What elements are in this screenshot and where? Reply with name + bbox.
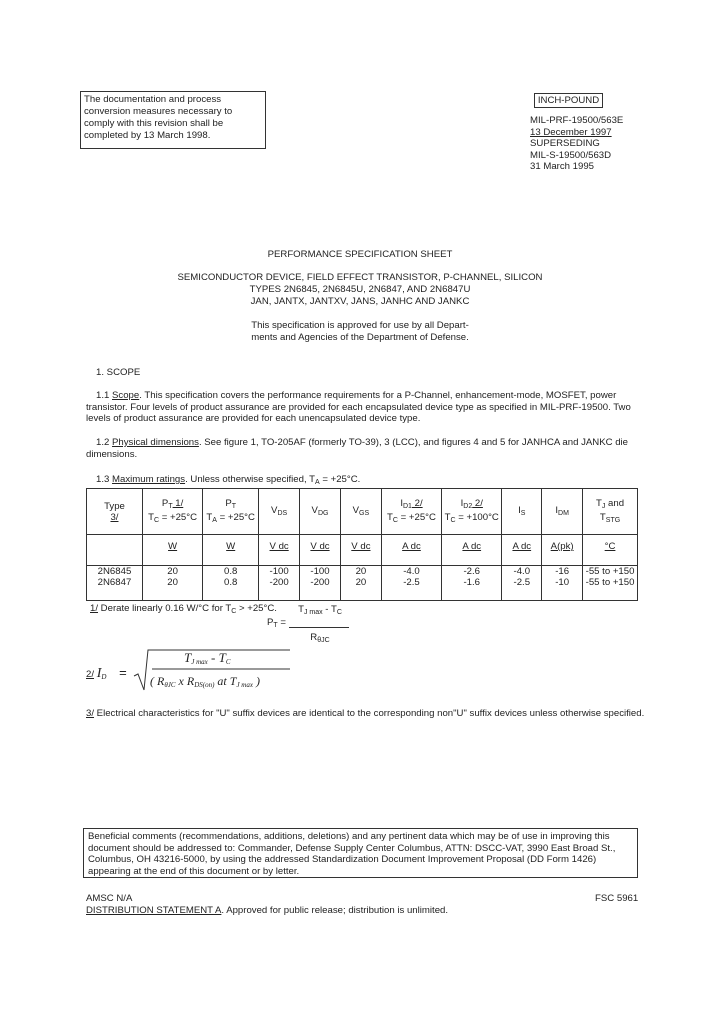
header-pt-ta: $P_T$ $T_A = +25^\circ C$ [203, 489, 259, 535]
header-idm: $I_{DM}$ [542, 489, 583, 535]
units-cell: A dc [442, 535, 502, 566]
units-cell: V dc [259, 535, 300, 566]
note-marker: 1/ [90, 603, 99, 614]
formula-2-numerator: $T_{J max} - T_C$ [184, 650, 231, 666]
inch-pound-label: INCH-POUND [534, 93, 603, 108]
paragraph-number: 1.3 [96, 474, 110, 485]
note-text: Electrical characteristics for "U" suffix devices are identical to the corresponding non"U" suffix devices unless otherwise specified. [94, 708, 645, 719]
vgs-cell: 20 20 [340, 566, 381, 601]
units-cell: A(pk) [542, 535, 583, 566]
header-vds: $V_{DS}$ [259, 489, 300, 535]
title-line-2: TYPES 2N6845, 2N6845U, 2N6847, AND 2N6847U [249, 284, 471, 295]
units-cell [87, 535, 143, 566]
paragraph-number: 1.2 [96, 437, 110, 448]
subscript: A [315, 479, 320, 486]
paragraph-text: . This specification covers the performance requirements for a P-Channel, enhancement-mode, MOSFET, power transistor. Four levels of product assurance are provided for each encapsulated device type as specified in MIL-PRF-19500. Two levels of product assurance are provided for each unencapsulated device type. [86, 390, 631, 424]
paragraph-1-2 [86, 437, 646, 460]
document-identification [530, 115, 623, 173]
formula-1-numerator: $T_{J max} - T_C$ [298, 604, 342, 616]
is-cell: -4.0 -2.5 [502, 566, 542, 601]
units-cell: W [203, 535, 259, 566]
header-vdg: $V_{DG}$ [300, 489, 341, 535]
units-cell: W [142, 535, 202, 566]
scope-heading: 1. SCOPE [96, 367, 141, 378]
approval-line-1: This specification is approved for use by all Depart- [251, 320, 469, 331]
paragraph-1-3 [86, 474, 646, 489]
id1-cell: -4.0 -2.5 [381, 566, 441, 601]
table-units-row [87, 535, 638, 566]
note-marker: 2/ [86, 669, 95, 680]
paragraph-title: Scope [112, 390, 140, 401]
superseded-number: MIL-S-19500/563D [530, 149, 612, 161]
header-tj-tstg: $T_J$ and $T_{STG}$ [583, 489, 638, 535]
superseded-date: 31 March 1995 [530, 161, 594, 172]
vdg-cell: -100 -200 [300, 566, 341, 601]
fsc-label: FSC 5961 [595, 893, 639, 904]
subscript: C [231, 608, 237, 615]
id2-cell: -2.6 -1.6 [442, 566, 502, 601]
note-marker: 3/ [86, 708, 95, 719]
notice-line: conversion measures necessary to [84, 106, 233, 117]
formula-2-denominator: ( $R_{\theta JC}$ x $R_{DS(on)}$ at $T_{J max}$ ) [150, 674, 260, 689]
units-cell: A dc [381, 535, 441, 566]
distribution-statement [86, 905, 448, 917]
title-line-3: JAN, JANTX, JANTXV, JANS, JANHC AND JANKC [250, 296, 470, 307]
paragraph-text: = +25°C. [319, 474, 361, 485]
paragraph-title: Physical dimensions [112, 437, 199, 448]
formula-2-lhs: 2/ $I_D$ = [86, 665, 127, 681]
table-data-row [87, 566, 638, 601]
header-is: $I_S$ [502, 489, 542, 535]
tj-cell: -55 to +150 -55 to +150 [583, 566, 638, 601]
note-3 [86, 708, 644, 720]
vds-cell: -100 -200 [259, 566, 300, 601]
note-text: Derate linearly 0.16 W/°C for T [98, 603, 232, 614]
paragraph-text: . See figure 1, TO-205AF (formerly TO-39), 3 (LCC), and figures 4 and 5 for JANHCA and JANKC die dimensions. [86, 437, 628, 460]
comments-box: Beneficial comments (recommendations, additions, deletions) and any pertinent data which may be of use in improving this document should be addressed to: Commander, Defense Supply Center Columbus, ATTN: DSCC-VAT, 3990 East Broad St., Columbus, OH 43216-5000, by using the addressed Standardization Document Improvement Proposal (DD Form 1426) appearing at the end of this document or by letter. [83, 828, 638, 878]
units-cell: V dc [340, 535, 381, 566]
superseding-label: SUPERSEDING [530, 138, 600, 149]
notice-line: comply with this revision shall be [84, 118, 224, 129]
compliance-notice-box [80, 91, 266, 149]
paragraph-1-1 [86, 390, 646, 425]
paragraph-text: . Unless otherwise specified, T [185, 474, 315, 485]
formula-1-lhs: $P_T$ = [267, 617, 286, 629]
header-type: Type 3/ [87, 489, 143, 535]
distribution-text: . Approved for public release; distribution is unlimited. [221, 905, 449, 916]
table-header-row [87, 489, 638, 535]
sheet-title: PERFORMANCE SPECIFICATION SHEET [267, 249, 453, 260]
notice-line: The documentation and process [84, 94, 222, 105]
document-date: 13 December 1997 [530, 126, 612, 138]
amsc-label: AMSC N/A [86, 893, 133, 904]
units-cell: V dc [300, 535, 341, 566]
pt-ta-cell: 0.8 0.8 [203, 566, 259, 601]
pt-tc-cell: 20 20 [142, 566, 202, 601]
type-cell: 2N6845 2N6847 [87, 566, 143, 601]
distribution-label: DISTRIBUTION STATEMENT A [86, 905, 222, 916]
approval-line-2: ments and Agencies of the Department of Defense. [251, 332, 469, 343]
formula-1-denominator: $R_{\theta JC}$ [310, 632, 330, 644]
header-vgs: $V_{GS}$ [340, 489, 381, 535]
notice-line: completed by 13 March 1998. [84, 130, 211, 141]
title-line-1: SEMICONDUCTOR DEVICE, FIELD EFFECT TRANSISTOR, P-CHANNEL, SILICON [177, 272, 543, 283]
header-pt-tc: $P_T$ 1/ $T_C = +25^\circ C$ [142, 489, 202, 535]
units-cell: °C [583, 535, 638, 566]
document-number: MIL-PRF-19500/563E [530, 115, 624, 126]
header-id1: $I_{D1}$ 2/ $T_C = +25^\circ C$ [381, 489, 441, 535]
note-text: > +25°C. [236, 603, 277, 614]
paragraph-number: 1.1 [96, 390, 110, 401]
paragraph-title: Maximum ratings [112, 474, 186, 485]
note-1 [90, 603, 277, 616]
units-cell: A dc [502, 535, 542, 566]
formula-1-fraction-bar [289, 627, 349, 628]
maximum-ratings-table [86, 488, 638, 601]
idm-cell: -16 -10 [542, 566, 583, 601]
header-id2: $I_{D2}$ 2/ $T_C = +100^\circ C$ [442, 489, 502, 535]
